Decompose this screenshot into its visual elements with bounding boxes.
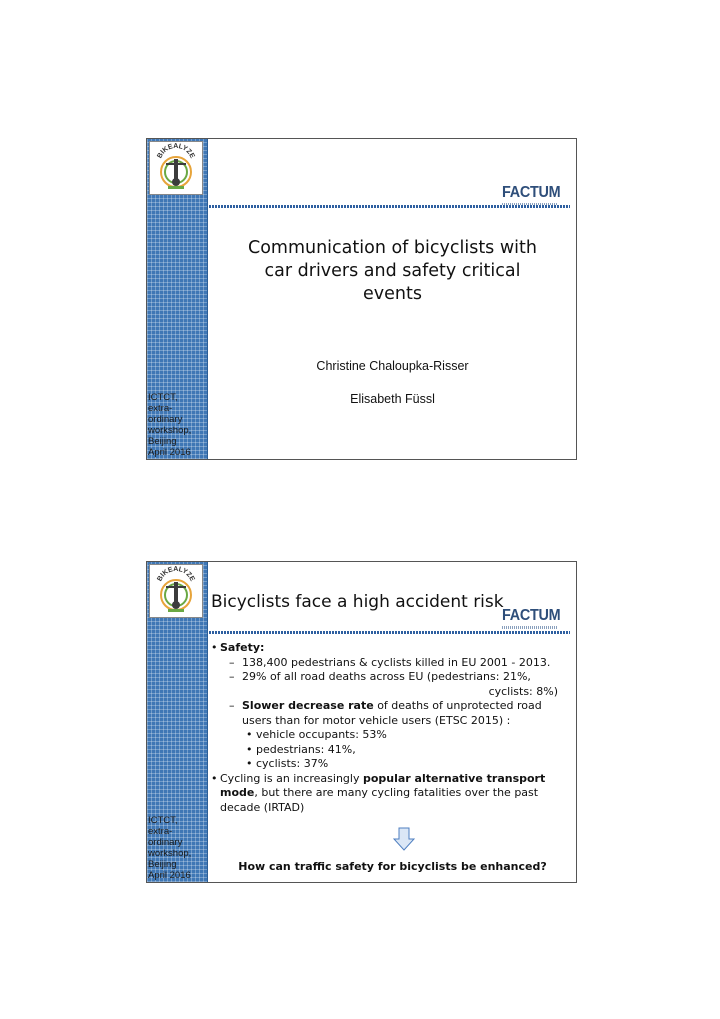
svg-text:BIKEALYZE: BIKEALYZE xyxy=(156,565,196,583)
dash-item: – 138,400 pedestrians & cyclists killed in EU 2001 - 2013. xyxy=(229,655,551,669)
bullet-icon: • xyxy=(246,728,253,741)
slide-title: Bicyclists face a high accident risk xyxy=(211,592,504,612)
risk-slide xyxy=(146,561,577,883)
author-1: Christine Chaloupka-Risser xyxy=(316,359,469,373)
dash-item: – Slower decrease rate of deaths of unprotected road xyxy=(229,699,542,712)
author-2: Elisabeth Füssl xyxy=(350,392,435,406)
event-caption: ICTCT, extra- ordinary workshop, Beijing April 2016 xyxy=(148,815,192,881)
bikealyze-logo xyxy=(149,141,203,195)
sub-bullet: • cyclists: 37% xyxy=(246,757,329,770)
dash-icon: – xyxy=(229,655,235,669)
bullet-cycling: • Cycling is an increasingly popular alternative transport xyxy=(211,771,546,785)
bullet-icon: • xyxy=(211,641,218,654)
slide-sidebar xyxy=(147,562,208,882)
bikealyze-logo xyxy=(149,564,203,618)
slide-title: Communication of bicyclists with car drivers and safety critical events xyxy=(247,238,537,304)
bullet-icon: • xyxy=(246,742,253,756)
dash-item: – 29% of all road deaths across EU (pedestrians: 21%, xyxy=(229,670,531,683)
slide-body xyxy=(211,641,573,815)
bullet-icon: • xyxy=(246,757,253,770)
factum-logo: FACTUM xyxy=(502,608,562,630)
bicycle-icon xyxy=(150,565,202,617)
svg-text:BIKEALYZE: BIKEALYZE xyxy=(156,142,196,160)
bullet-cycling-continued: decade (IRTAD) xyxy=(220,800,305,814)
slide-sidebar xyxy=(147,139,208,459)
bullet-safety: • Safety: xyxy=(211,641,265,654)
header-rule xyxy=(209,631,570,634)
bicycle-icon xyxy=(150,142,202,194)
arrow-down-icon xyxy=(393,827,415,851)
dash-item-continued: users than for motor vehicle users (ETSC 2015) : xyxy=(242,713,511,727)
dash-icon: – xyxy=(229,699,235,712)
sub-bullet: • pedestrians: 41%, xyxy=(246,742,356,756)
dash-item-continued: cyclists: 8%) xyxy=(488,684,558,698)
header-rule xyxy=(209,205,570,208)
key-question: How can traffic safety for bicyclists be enhanced? xyxy=(238,860,547,873)
event-caption: ICTCT, extra- ordinary workshop, Beijing April 2016 xyxy=(148,392,192,458)
title-slide xyxy=(146,138,577,460)
factum-tagline-lines xyxy=(502,626,558,629)
sub-bullet: • vehicle occupants: 53% xyxy=(246,728,387,741)
bullet-cycling-continued: mode, but there are many cycling fatalities over the past xyxy=(220,786,539,799)
bullet-icon: • xyxy=(211,771,218,785)
dash-icon: – xyxy=(229,670,235,683)
factum-logo: FACTUM xyxy=(502,185,562,207)
